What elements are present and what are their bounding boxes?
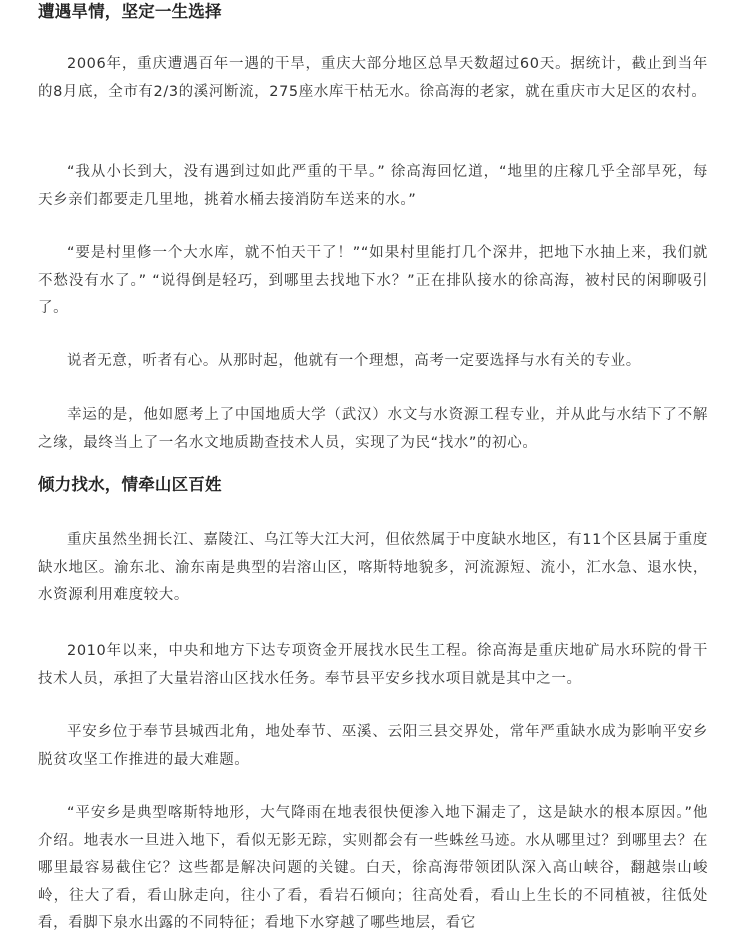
paragraph: 平安乡位于奉节县城西北角，地处奉节、巫溪、云阳三县交界处，常年严重缺水成为影响平安乡脱贫攻坚工作推进的最大难题。 [38,724,708,768]
paragraph: 说者无意，听者有心。从那时起，他就有一个理想，高考一定要选择与水有关的专业。 [67,353,641,369]
paragraph: 重庆虽然坐拥长江、嘉陵江、乌江等大江大河，但依然属于中度缺水地区，有11个区县属于重度缺水地区。渝东北、渝东南是典型的岩溶山区，喀斯特地貌多，河流源短、流小，汇水急、退水快，水资源利用难度较大。 [38,532,708,603]
paragraph: “要是村里修一个大水库，就不怕天干了！”“如果村里能打几个深井，把地下水抽上来，我们就不愁没有水了。” “说得倒是轻巧，到哪里去找地下水？”正在排队接水的徐高海，被村民的闲聊吸引了。 [38,245,708,316]
paragraph: 2010年以来，中央和地方下达专项资金开展找水民生工程。徐高海是重庆地矿局水环院的骨干技术人员，承担了大量岩溶山区找水任务。奉节县平安乡找水项目就是其中之一。 [38,643,708,687]
paragraph: 幸运的是，他如愿考上了中国地质大学（武汉）水文与水资源工程专业，并从此与水结下了不解之缘，最终当上了一名水文地质勘查技术人员，实现了为民“找水”的初心。 [38,407,708,451]
paragraph: “我从小长到大，没有遇到过如此严重的干旱。” 徐高海回忆道，“地里的庄稼几乎全部旱死，每天乡亲们都要走几里地，挑着水桶去接消防车送来的水。” [38,164,708,208]
paragraph: 2006年，重庆遭遇百年一遇的干旱，重庆大部分地区总旱天数超过60天。据统计，截止到当年的8月底，全市有2/3的溪河断流，275座水库干枯无水。徐高海的老家，就在重庆市大足区的农村。 [38,56,708,100]
section-heading-water-search: 倾力找水，情牵山区百姓 [38,475,222,494]
section-heading-drought: 遭遇旱情，坚定一生选择 [38,2,222,21]
paragraph: “平安乡是典型喀斯特地形，大气降雨在地表很快便渗入地下漏走了，这是缺水的根本原因。”他介绍。地表水一旦进入地下，看似无影无踪，实则都会有一些蛛丝马迹。水从哪里过？到哪里去？在哪里最容易截住它？这些都是解决问题的关键。白天，徐高海带领团队深入高山峡谷，翻越崇山峻岭，往大了看，看山脉走向，往小了看，看岩石倾向；往高处看，看山上生长的不同植被，往低处看，看脚下泉水出露的不同特征；看地下水穿越了哪些地层，看它 [38,805,708,931]
